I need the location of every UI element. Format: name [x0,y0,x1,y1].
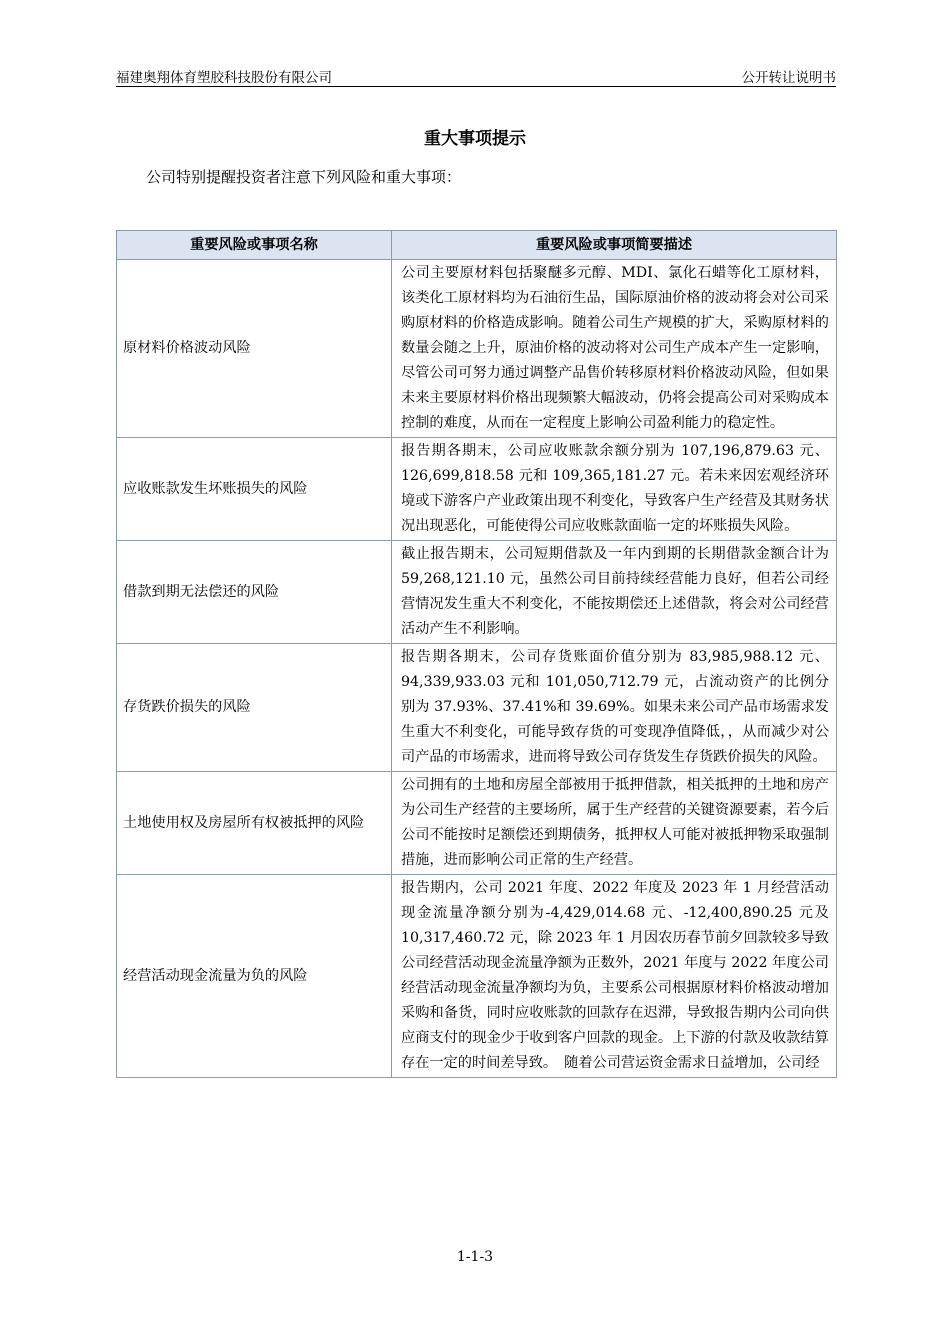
column-header-desc: 重要风险或事项简要描述 [392,231,837,260]
table-row [117,438,837,541]
header-rule [116,86,836,87]
page-title: 重大事项提示 [424,129,526,149]
table-row [117,644,837,772]
risk-table [116,230,837,1078]
page-number: 1-1-3 [456,1249,494,1265]
column-header-name: 重要风险或事项名称 [117,231,392,260]
risk-name: 存货跌价损失的风险 [117,644,392,772]
header-company: 福建奥翔体育塑胶科技股份有限公司 [116,70,332,86]
page-header [116,66,836,88]
table-row [117,772,837,875]
risk-desc: 报告期各期末，公司应收账款余额分别为 107,196,879.63 元、126,699,818.58 元和 109,365,181.27 元。若未来因宏观经济环境或下游客户产业政策出现不利变化，导致客户生产经营及其财务状况出现恶化，可能使得公司应收账款面临一定的坏账损失风险。 [392,438,837,541]
risk-name: 经营活动现金流量为负的风险 [117,875,392,1078]
risk-desc: 报告期内，公司 2021 年度、2022 年度及 2023 年 1 月经营活动现金流量净额分别为-4,429,014.68 元、-12,400,890.25 元及 10,317,460.72 元，除 2023 年 1 月因农历春节前夕回款较多导致公司经营活动现金流量净额为正数外，2021 年度与 2022 年度公司经营活动现金流量净额均为负，主要系公司根据原材料价格波动增加采购和备货，同时应收账款的回款存在迟滞，导致报告期内公司向供应商支付的现金少于收到客户回款的现金。上下游的付款及收款结算存在一定的时间差导致。 随着公司营运资金需求日益增加，公司经 [392,875,837,1078]
risk-desc: 公司拥有的土地和房屋全部被用于抵押借款，相关抵押的土地和房产为公司生产经营的主要场所，属于生产经营的关键资源要素，若今后公司不能按时足额偿还到期债务，抵押权人可能对被抵押物采取强制措施，进而影响公司正常的生产经营。 [392,772,837,875]
risk-name: 应收账款发生坏账损失的风险 [117,438,392,541]
risk-desc: 报告期各期末，公司存货账面价值分别为 83,985,988.12 元、94,339,933.03 元和 101,050,712.79 元，占流动资产的比例分别为 37.93%、37.41%和 39.69%。如果未来公司产品市场需求发生重大不利变化，可能导致存货的可变现净值降低，，从而减少对公司产品的市场需求，进而将导致公司存货发生存货跌价损失的风险。 [392,644,837,772]
table-row [117,260,837,438]
risk-desc: 截止报告期末，公司短期借款及一年内到期的长期借款金额合计为 59,268,121.10 元，虽然公司目前持续经营能力良好，但若公司经营情况发生重大不利变化，不能按期偿还上述借款，将会对公司经营活动产生不利影响。 [392,541,837,644]
table-row [117,541,837,644]
risk-desc: 公司主要原材料包括聚醚多元醇、MDI、氯化石蜡等化工原材料，该类化工原材料均为石油衍生品，国际原油价格的波动将会对公司采购原材料的价格造成影响。随着公司生产规模的扩大，采购原材料的数量会随之上升，原油价格的波动将对公司生产成本产生一定影响，尽管公司可努力通过调整产品售价转移原材料价格波动风险，但如果未来主要原材料价格出现频繁大幅波动，仍将会提高公司对采购成本控制的难度，从而在一定程度上影响公司盈利能力的稳定性。 [392,260,837,438]
table-header-row [117,231,837,260]
header-doc-type: 公开转让说明书 [741,70,836,86]
risk-name: 原材料价格波动风险 [117,260,392,438]
risk-name: 借款到期无法偿还的风险 [117,541,392,644]
risk-name: 土地使用权及房屋所有权被抵押的风险 [117,772,392,875]
intro-text: 公司特别提醒投资者注意下列风险和重大事项： [146,168,462,186]
table-row [117,875,837,1078]
